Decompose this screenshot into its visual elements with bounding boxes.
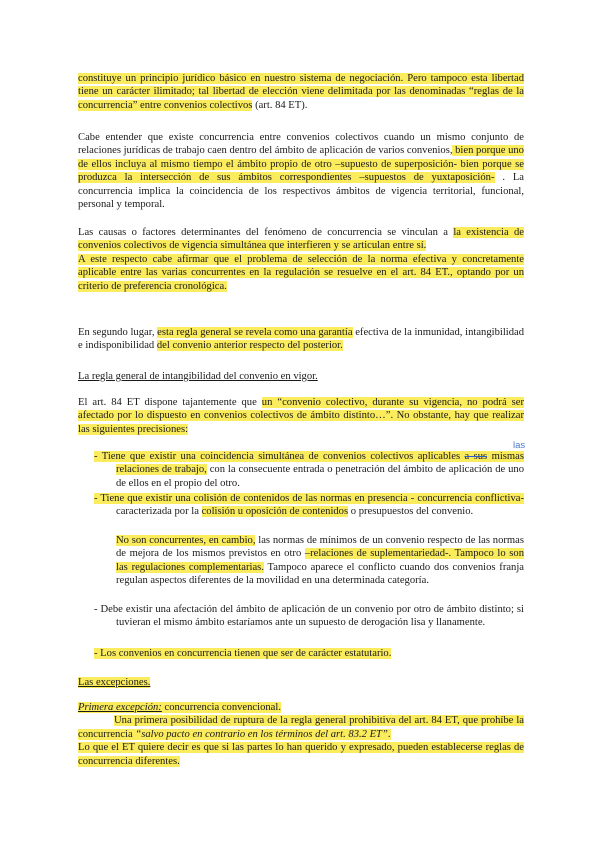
highlight: mismas relaciones de trabajo, (116, 451, 524, 476)
paragraph-3 (78, 226, 524, 293)
paragraph-4 (78, 326, 524, 353)
highlight: Lo que el ET quiere decir es que (78, 742, 222, 754)
list-item (94, 603, 524, 630)
highlight: - Tiene que existir una colisión de contenidos de las normas en presencia - concurrencia conflictiva- (94, 493, 524, 504)
paragraph-5 (78, 396, 524, 436)
text-span: . La concurrencia implica la coincidencia de los respectivos ámbitos de vigencia territorial, funcional, personal y temporal. (78, 172, 524, 211)
text-span: (art. 84 ET). (252, 99, 308, 111)
highlight: Una primera posibilidad de ruptura de la regla general prohibitiva del art. 84 ET, que prohíbe la concurrencia (78, 715, 524, 740)
highlight: concurrencia convencional. (161, 702, 281, 713)
text-span: Cabe entender que existe concurrencia entre convenios colectivos cuando un mismo conjunto de relaciones jurídicas de trabajo caen dentro del ámbito de aplicación de varios convenios, (78, 132, 524, 157)
highlight: –relaciones de suplementariedad-. Tampoco lo son las regulaciones complementarias. (116, 548, 524, 573)
text-span: En segundo lugar, (78, 327, 158, 338)
highlight: Las excepciones. (78, 677, 151, 688)
section-heading-excepciones (78, 676, 524, 689)
highlight: A este respecto cabe afirmar que el problema de selección de la norma efectiva y concretamente aplicable entre las varias concurrentes en la regulación se resuelve en el art. 84 ET., optando por un criterio de preferencia cronológica. (78, 253, 524, 292)
text-span: efectiva de la inmunidad, intangibilidad e indisponibilidad (78, 327, 524, 352)
list-item-continuation (116, 534, 524, 588)
highlight: del convenio anterior respecto del posterior. (156, 340, 343, 352)
highlight: constituye un principio jurídico básico en nuestro sistema de negociación. Pero tampoco esta libertad tiene un carácter ilimitado; tal libertad de elección viene delimitada por las denominadas “reglas de la concurrencia” entre convenios colectivos (78, 73, 524, 111)
section-heading-intangibilidad: La regla general de intangibilidad del convenio en vigor. (78, 371, 318, 382)
list-item (94, 492, 524, 519)
highlight: No son concurrentes, en cambio, (116, 535, 256, 546)
italic-label: Primera excepción: (78, 702, 162, 713)
highlight: un “convenio colectivo, durante su vigencia, no podrá ser afectado por lo dispuesto en convenios colectivos de ámbito distinto…”. No obstante, hay que realizar las siguientes precisiones: (78, 397, 524, 435)
text-span: con la consecuente entrada o penetración del ámbito de aplicación de uno de ellos en el propio del otro. (116, 464, 524, 489)
highlight: la existencia de convenios colectivos de vigencia simultánea que interfieren y se articulan entre sí. (78, 227, 524, 252)
paragraph-2 (78, 131, 524, 211)
text-span: Las causas o factores determinantes del fenómeno de concurrencia se vinculan a (78, 227, 454, 238)
list-item (94, 450, 524, 490)
highlight: - Tiene que existir una coincidencia simultánea de convenios colectivos aplicables (94, 451, 465, 462)
highlight: si las partes lo han querido y expresado, pueden establecerse reglas de concurrencia diferentes. (78, 742, 524, 767)
list-item (94, 647, 524, 660)
tracked-insertion: las (513, 440, 526, 451)
tracked-deletion: a sus (464, 451, 488, 462)
highlight: esta regla general se revela como una garantía (157, 327, 353, 338)
text-span: o presupuestos del convenio. (348, 506, 474, 518)
highlight: . (387, 728, 391, 740)
text-span: las normas de mínimos de un convenio respecto de las normas de mejora de los mismos previstos en otro (116, 535, 524, 560)
paragraph-1 (78, 72, 524, 112)
highlight: colisión u oposición de contenidos (201, 506, 349, 518)
highlight: bien porque uno de ellos incluya al mismo tiempo el ámbito propio de otro –supuesto de superposición- bien porque se produzca la intersección de sus ámbitos correspondientes –supuestos de yuxtaposición- (78, 145, 524, 184)
text-span: - Debe existir una afectación del ámbito de aplicación de un convenio por otro de ámbito distinto; si tuvieran el mismo ámbito estaríamos ante un supuesto de derogación lisa y llanamente. (94, 604, 524, 629)
highlight: - Los convenios en concurrencia tienen que ser de carácter estatutario. (94, 648, 392, 659)
paragraph-6 (78, 701, 524, 768)
text-span: caracterizada por la (116, 506, 202, 518)
text-span: El art. 84 ET dispone tajantemente que (78, 397, 262, 408)
italic-quote: “salvo pacto en contrario en los términos del art. 83.2 ET” (135, 728, 388, 740)
text-span: Tampoco aparece el conflicto cuando dos convenios franja regulan aspectos diferentes de la movilidad en una determinada categoría. (116, 561, 525, 587)
